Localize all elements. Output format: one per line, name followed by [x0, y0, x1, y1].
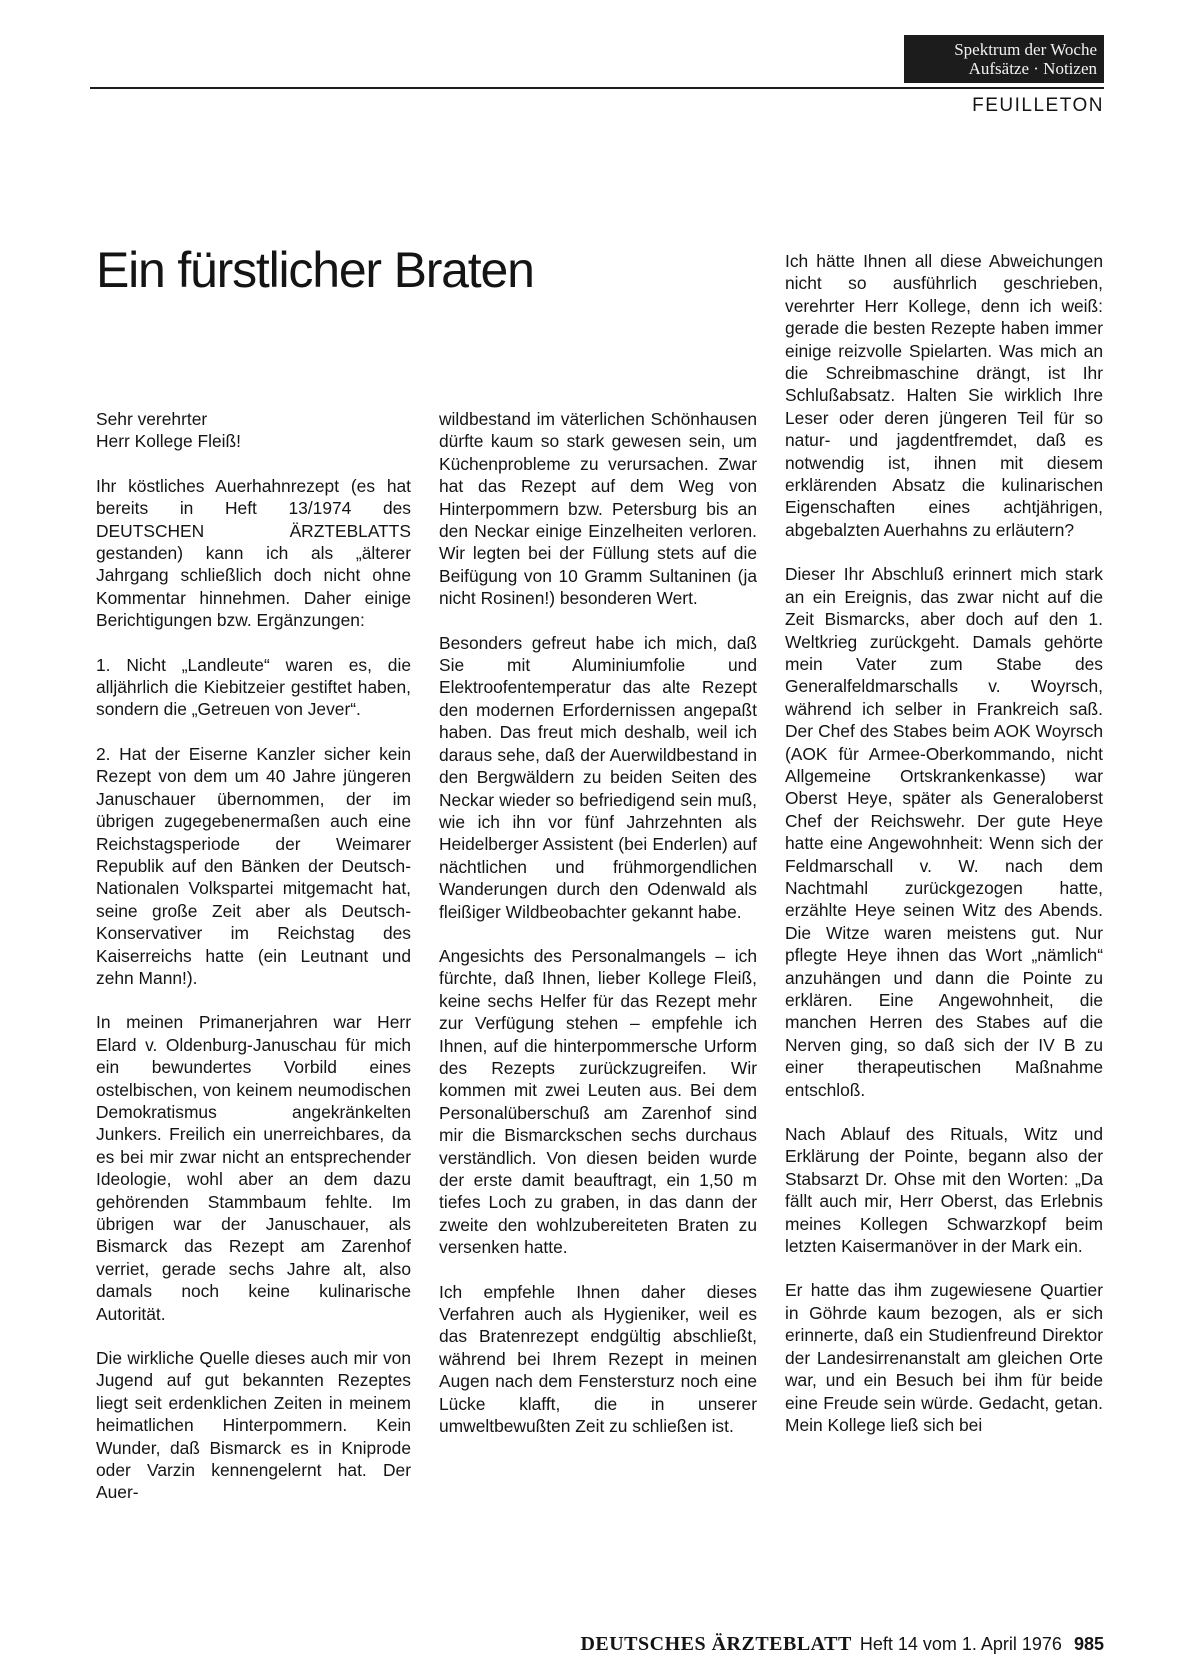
paragraph: 2. Hat der Eiserne Kanzler sicher kein Rezept von dem um 40 Jahre jüngeren Januschauer übernommen, der im übrigen zugegebenermaßen auch eine Reichstagsperiode der Weimarer Republik auf den Bänken der Deutsch-Nationalen Volkspartei mitgemacht hat, seine große Zeit aber als Deutsch-Konservativer im Reichstag des Kaiserreichs hatte (ein Leutnant und zehn Mann!).	[96, 743, 411, 988]
journal-name: DEUTSCHES ÄRZTEBLATT	[580, 1633, 852, 1655]
section-tag-line1: Spektrum der Woche	[954, 40, 1097, 59]
text-column-3	[785, 250, 1103, 1436]
paragraph: wildbestand im väterlichen Schönhausen dürfte kaum so stark gewesen sein, um Küchenprobleme zu verursachen. Zwar hat das Rezept auf dem Weg von Hinterpommern bzw. Petersburg bis an den Neckar einige Einzelheiten verloren. Wir legten bei der Füllung stets auf die Beifügung von 10 Gramm Sultaninen (ja nicht Rosinen!) besonderen Wert.	[439, 409, 757, 609]
paragraph: Besonders gefreut habe ich mich, daß Sie mit Aluminiumfolie und Elektroofentemperatur das alte Rezept den modernen Erfordernissen angepaßt haben. Das freut mich deshalb, weil ich daraus sehe, daß der Auerwildbestand in den Bergwäldern zu beiden Seiten des Neckar wieder so befriedigend sein muß, wie ich ihn vor fünf Jahrzehnten als Heidelberger Assistent (bei Enderlen) auf nächtlichen und frühmorgendlichen Wanderungen durch den Odenwald als fleißiger Wildbeobachter gekannt habe.	[439, 632, 757, 922]
section-tag	[904, 35, 1104, 83]
paragraph: Ihr köstliches Auerhahnrezept (es hat bereits in Heft 13/1974 des DEUTSCHEN ÄRZTEBLATTS gestanden) kann ich als „älterer Jahrgang schließlich doch nicht ohne Kommentar hinnehmen. Daher einige Berichtigungen bzw. Ergänzungen:	[96, 475, 411, 631]
paragraph: Angesichts des Personalmangels – ich fürchte, daß Ihnen, lieber Kollege Fleiß, keine sechs Helfer für das Rezept mehr zur Verfügung stehen – empfehle ich Ihnen, auf die hinterpommersche Urform des Rezepts zurückzugreifen. Wir kommen mit zwei Leuten aus. Bei dem Personalüberschuß am Zarenhof sind mir die Bismarckschen sechs durchaus verständlich. Von diesen beiden wurde der erste damit beauftragt, ein 1,50 m tiefes Loch zu graben, in das dann der zweite den wohlzubereiteten Braten zu versenken hatte.	[439, 945, 757, 1258]
text-column-2	[439, 408, 757, 1437]
paragraph: Die wirkliche Quelle dieses auch mir von Jugend auf gut bekannten Rezeptes liegt seit erdenklichen Zeiten in meinem heimatlichen Hinterpommern. Kein Wunder, daß Bismarck es in Kniprode oder Varzin kennengelernt hat. Der Auer-	[96, 1348, 411, 1503]
issue-info: Heft 14 vom 1. April 1976	[859, 1634, 1062, 1654]
article-title: Ein fürstlicher Braten	[96, 242, 534, 298]
section-label: FEUILLETON	[972, 95, 1104, 116]
text-column-1	[96, 408, 411, 1504]
section-tag-line2: Aufsätze · Notizen	[968, 59, 1097, 78]
page-number: 985	[1073, 1634, 1104, 1654]
paragraph: Ich hätte Ihnen all diese Abweichungen nicht so ausführlich geschrieben, verehrter Herr Kollege, denn ich weiß: gerade die besten Rezepte haben immer einige reizvolle Spielarten. Was mich an die Schreibmaschine drängt, ist Ihr Schlußabsatz. Halten Sie wirklich Ihre Leser oder deren jüngeren Teil für so natur- und jagdentfremdet, daß es notwendig ist, ihnen mit diesem erklärenden Absatz die kulinarischen Eigenschaften eines achtjährigen, abgebalzten Auerhahns zu erläutern?	[785, 251, 1103, 540]
paragraph: Ich empfehle Ihnen daher dieses Verfahren auch als Hygieniker, weil es das Bratenrezept endgültig abschließt, während bei Ihrem Rezept in meinen Augen nach dem Fenstersturz noch eine Lücke klafft, die in unserer umweltbewußten Zeit zu schließen ist.	[439, 1281, 757, 1437]
salutation: Sehr verehrter Herr Kollege Fleiß!	[96, 409, 241, 452]
paragraph: Nach Ablauf des Rituals, Witz und Erklärung der Pointe, begann also der Stabsarzt Dr. Ohse mit den Worten: „Da fällt auch mir, Herr Oberst, das Erlebnis meines Kollegen Schwarzkopf beim letzten Kaisermanöver in der Mark ein.	[785, 1124, 1103, 1257]
header-rule	[90, 87, 1104, 89]
paragraph: Dieser Ihr Abschluß erinnert mich stark an ein Ereignis, das zwar nicht auf die Zeit Bismarcks, aber doch auf den 1. Weltkrieg zurückgeht. Damals gehörte mein Vater zum Stabe des Generalfeldmarschalls v. Woyrsch, während ich selber in Frankreich saß. Der Chef des Stabes beim AOK Woyrsch (AOK für Armee-Oberkommando, nicht Allgemeine Ortskrankenkasse) war Oberst Heye, später als Generaloberst Chef der Reichswehr. Der gute Heye hatte eine Angewohnheit: Wenn sich der Feldmarschall v. W. nach dem Nachtmahl zurückgezogen hatte, erzählte Heye seinen Witz des Abends. Die Witze waren meistens gut. Nur pflegte Heye ihnen das Wort „nämlich“ anzuhängen und dann die Pointe zu erklären. Eine Angewohnheit, die manchen Herren des Stabes auf die Nerven ging, so daß sich der IV B zu einer therapeutischen Maßnahme entschloß.	[785, 564, 1103, 1100]
paragraph: 1. Nicht „Landleute“ waren es, die alljährlich die Kiebitzeier gestiftet haben, sondern die „Getreuen von Jever“.	[96, 654, 411, 720]
paragraph: In meinen Primanerjahren war Herr Elard v. Oldenburg-Januschau für mich ein bewundertes Vorbild eines ostelbischen, von keinem neumodischen Demokratismus angekränkelten Junkers. Freilich ein unerreichbares, da es bei mir zwar nicht an entsprechender Ideologie, wohl aber an dem dazu gehörenden Stammbaum fehlte. Im übrigen war der Januschauer, als Bismarck das Rezept am Zarenhof verriet, gerade sechs Jahre alt, also damals noch keine kulinarische Autorität.	[96, 1012, 411, 1324]
page-footer	[580, 1633, 1104, 1656]
paragraph: Er hatte das ihm zugewiesene Quartier in Göhrde kaum bezogen, als er sich erinnerte, daß ein Studienfreund Direktor der Landesirrenanstalt am gleichen Orte war, und ein Besuch bei ihm für beide eine Freude sein würde. Gedacht, getan. Mein Kollege ließ sich bei	[785, 1280, 1103, 1435]
